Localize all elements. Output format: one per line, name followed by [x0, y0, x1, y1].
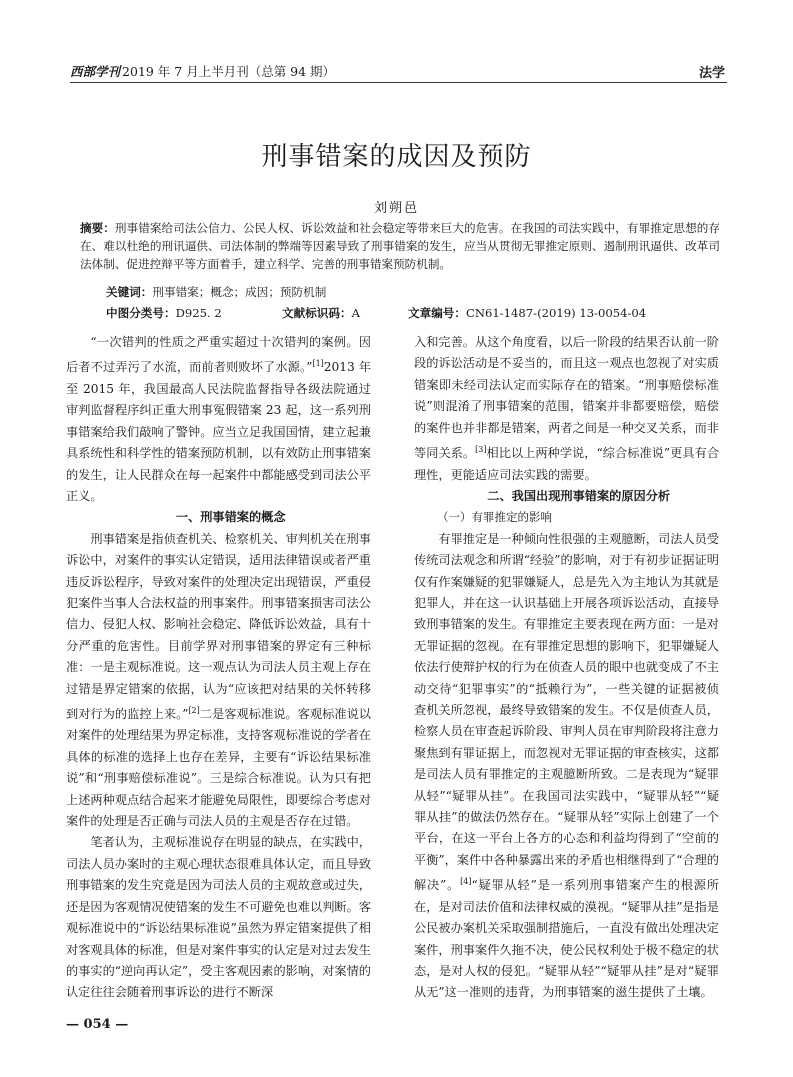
abstract-text: 刑事错案给司法公信力、公民人权、诉讼效益和社会稳定等带来巨大的危害。在我国的司法实践中，有罪推定思想的存在、难以杜绝的刑讯逼供、司法体制的弊端等因素导致了刑事错案的发生，应当从贯彻无罪推定原则、遏制刑讯逼供、改革司法体制、促进控辩平等方面着手，建立科学、完善的刑事错案预防机制。 [80, 221, 720, 271]
subsection-heading: （一）有罪推定的影响 [437, 510, 552, 525]
paragraph [66, 332, 371, 507]
paragraph-text: “一次错判的性质之严重实超过十次错判的案例。因后者不过弄污了水流，而前者则败坏了水源。” [66, 335, 371, 375]
citation-ref: [4] [460, 877, 472, 887]
issue-label: 2019 年 7 月上半月刊（总第 94 期） [122, 64, 336, 79]
paragraph-text: 入和完善。从这个角度看，以后一阶段的结果否认前一阶段的诉讼活动是不妥当的，而且这一观点也忽视了对实质错案即未经司法认定而实际存在的错案。“刑事赔偿标准说”则混淆了刑事错案的范围，错案并非都要赔偿，赔偿的案件也并非都是错案，两者之间是一种交叉关系，而非等同关系。 [414, 335, 719, 461]
paragraph-text: 相比以上两种学说，“综合标准说”更具有合理性，更能适应司法实践的需要。 [414, 446, 720, 482]
left-column [66, 332, 371, 1004]
section-heading: 二、我国出现刑事错案的原因分析 [487, 488, 671, 503]
citation-ref: [1] [312, 359, 324, 369]
paragraph: 笔者认为，主观标准说存在明显的缺点，在实践中，司法人员办案时的主观心理状态很难具体认定，而且导致刑事错案的发生究竟是因为司法人员的主观故意或过失，还是因为客观情况使错案的发生不可避免也难以判断。客观标准说中的“诉讼结果标准说”虽然为界定错案提供了相对客观具体的标准，但是对案件事实的认定是对过去发生的事实的“逆向再认定”，受主客观因素的影响，对案情的认定往往会随着刑事诉讼的进行不断深 [66, 835, 371, 1000]
doc-code-label: 文献标识码： [282, 306, 352, 320]
paragraph-text: 有罪推定是一种倾向性很强的主观臆断，司法人员受传统司法观念和所谓“经验”的影响，对于有初步证据证明仅有作案嫌疑的犯罪嫌疑人，总是先入为主地认为其就是犯罪人，并在这一认识基础上开展各项诉讼活动，直接导致刑事错案的发生。有罪推定主要表现在两方面：一是对无罪证据的忽视。在有罪推定思想的影响下，犯罪嫌疑人依法行使辩护权的行为在侦查人员的眼中也就变成了不主动交待“犯罪事实”的“抵赖行为”，一些关键的证据被侦查机关所忽视，最终导致错案的发生。不仅是侦查人员，检察人员在审查起诉阶段、审判人员在审判阶段将注意力聚焦到有罪证据上，而忽视对无罪证据的审查核实，这都是司法人员有罪推定的主观臆断所致。二是表现为“疑罪从轻”“疑罪从挂”。在我国司法实践中，“疑罪从轻”“疑罪从挂”的做法仍然存在。“疑罪从轻”实际上创建了一个平台，在这一平台上各方的心态和利益均得到了“空前的平衡”，案件中各种暴露出来的矛盾也相继得到了“合理的解决”。 [414, 531, 719, 893]
header-journal-issue [70, 62, 335, 80]
section-label: 法学 [698, 66, 725, 81]
paragraph [414, 332, 719, 486]
abstract-label: 摘要： [80, 221, 115, 235]
paragraph-text: 刑事错案是指侦查机关、检察机关、审判机关在刑事诉讼中，对案件的事实认定错误，适用法律错误或者严重违反诉讼程序，导致对案件的处理决定出现错误，严重侵犯案件当事人合法权益的刑事案件。刑事错案损害司法公信力、侵犯人权、影响社会稳定、降低诉讼效益，具有十分严重的危害性。目前学界对刑事错案的界定有三种标准：一是主观标准说。这一观点认为司法人员主观上存在过错是界定错案的依据，认为“应该把对结果的关怀转移到对行为的监控上来。” [66, 531, 371, 722]
article-title: 刑事错案的成因及预防 [261, 142, 532, 172]
paragraph-text: 二是客观标准说。客观标准说以对案件的处理结果为界定标准，支持客观标准说的学者在具体的标准的选择上也存在差异，主要有“诉讼结果标准说”和“刑事赔偿标准说”。三是综合标准说。认为只有把上述两种观点结合起来才能避免局限性，即要综合考虑对案件的处理是否正确与司法人员的主观是否存在过错。 [66, 707, 371, 829]
section-heading: 一、刑事错案的概念 [175, 510, 286, 525]
clc-number [106, 305, 222, 321]
article-no-value: CN61-1487-(2019) 13-0054-04 [465, 306, 647, 320]
keywords-label: 关键词： [106, 285, 153, 299]
citation-ref: [3] [475, 445, 487, 455]
keywords-text: 刑事错案；概念；成因；预防机制 [152, 285, 327, 299]
citation-ref: [2] [188, 705, 200, 715]
paragraph [414, 529, 719, 1004]
running-header [70, 58, 727, 83]
keywords [106, 284, 326, 300]
right-column [414, 332, 719, 1004]
paragraph-text: “疑罪从轻”是一系列刑事错案产生的根源所在，是对司法价值和法律权威的漠视。“疑罪从挂”是指是公民被办案机关采取强制措施后，一直没有做出处理决定案件，刑事案件久拖不决，使公民权利处于极不稳定的状态，是对人权的侵犯。“疑罪从轻”“疑罪从挂”是对“疑罪从无”这一准则的违背，为刑事错案的滋生提供了土壤。 [414, 878, 719, 1000]
document-code [282, 305, 360, 321]
article-number [408, 305, 646, 321]
article-no-label: 文章编号： [408, 306, 466, 320]
paragraph [66, 529, 371, 833]
page-number: — 054 — [66, 1017, 129, 1032]
clc-value: D925. 2 [175, 306, 222, 320]
paragraph-text: 2013 年至 2015 年，我国最高人民法院监督指导各级法院通过审判监督程序纠正重大刑事冤假错案 23 起，这一系列刑事错案给我们敲响了警钟。应当立足我国国情，建立起兼具系统性和科学性的错案预防机制，以有效防止刑事错案的发生，让人民群众在每一起案件中都能感受到司法公平正义。 [66, 360, 372, 503]
journal-logo: 西部学刊 [70, 64, 121, 79]
article-author: 刘朔邑 [373, 201, 419, 216]
doc-code-value: A [351, 306, 360, 320]
abstract [80, 219, 720, 273]
clc-label: 中图分类号： [106, 306, 176, 320]
